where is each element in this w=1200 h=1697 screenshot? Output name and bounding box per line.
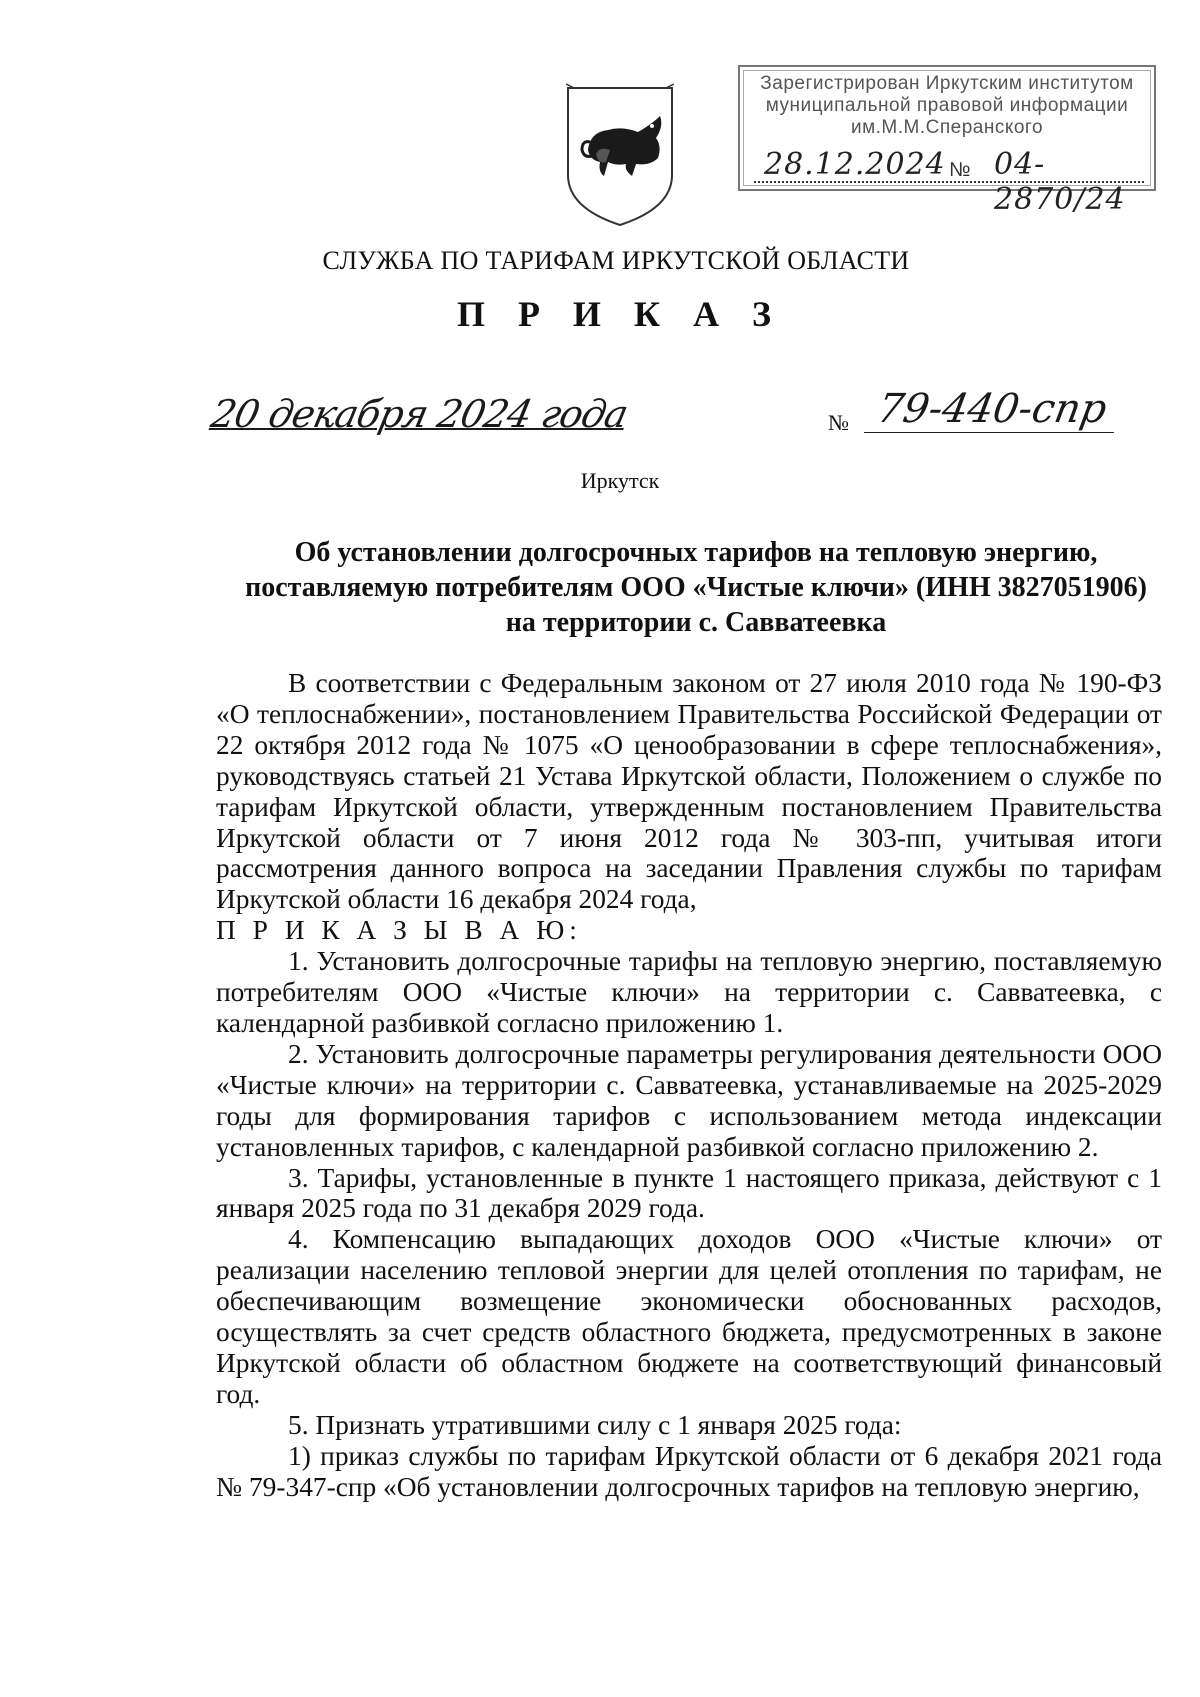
stamp-registration-row [754,145,1144,217]
item-2-paragraph: 2. Установить долгосрочные параметры регулирования деятельности ООО «Чистые ключи» на территории с. Савватеевка, устанавливаемые на 2025-2029 годы для формирования тарифов с использованием метода индексации установленных тарифов, с календарной разбивкой согласно приложению 2. [216,1038,1162,1162]
stamp-line-2: муниципальной правовой информации [765,95,1129,116]
order-word: П Р И К А З Ы В А Ю: [216,915,582,946]
document-body [216,668,1162,1502]
order-title: П Р И К А З [456,294,784,334]
item-5-1-paragraph: 1) приказ службы по тарифам Иркутской области от 6 декабря 2021 года № 79-347-спр «Об установлении долгосрочных тарифов на тепловую энергию, [216,1440,1162,1502]
stamp-registration-date: 28.12.2024 [764,147,946,182]
title-line-1: Об установлении долгосрочных тарифов на тепловую энергию, [294,537,1098,568]
stamp-line-1: Зарегистрирован Иркутским институтом [760,73,1134,94]
item-1-paragraph: 1. Установить долгосрочные тарифы на тепловую энергию, поставляемую потребителям ООО «Чистые ключи» на территории с. Савватеевка, с календарной разбивкой согласно приложению 1. [216,946,1162,1038]
order-date-handwritten: 20 декабря 2024 года [207,392,632,436]
stamp-line-3: им.М.М.Сперанского [850,117,1044,138]
document-title [230,535,1162,640]
stamp-number-label: № [949,159,971,181]
title-line-3: на территории с. Савватеевка [505,607,887,638]
order-number-handwritten: 79-440-спр [864,386,1122,433]
item-4-paragraph: 4. Компенсацию выпадающих доходов ООО «Чистые ключи» от реализации населению тепловой энергии для целей отопления по тарифам, не обеспечивающим возмещение экономически обоснованных расходов, осуществлять за счет средств областного бюджета, предусмотренных в законе Иркутской области об областном бюджете на соответствующий финансовый год. [216,1224,1162,1409]
city: Иркутск [580,468,660,493]
irkutsk-coat-of-arms-icon [560,80,680,230]
item-3-paragraph: 3. Тарифы, установленные в пункте 1 настоящего приказа, действуют с 1 января 2025 года по 31 декабря 2029 года. [216,1162,1162,1224]
title-line-2: поставляемую потребителям ООО «Чистые ключи» (ИНН 3827051906) [245,572,1147,603]
preamble-paragraph: В соответствии с Федеральным законом от 27 июля 2010 года № 190-ФЗ «О теплоснабжении», постановлением Правительства Российской Федерации от 22 октября 2012 года № 1075 «О ценообразовании в сфере теплоснабжения», руководствуясь статьей 21 Устава Иркутской области, Положением о службе по тарифам Иркутской области, утвержденным постановлением Правительства Иркутской области от 7 июня 2012 года № 303-пп, учитывая итоги рассмотрения данного вопроса на заседании Правления службы по тарифам Иркутской области 16 декабря 2024 года, [216,668,1162,915]
order-number-label: № [828,410,849,435]
agency-name: СЛУЖБА ПО ТАРИФАМ ИРКУТСКОЙ ОБЛАСТИ [322,246,910,275]
registration-stamp [738,65,1156,217]
stamp-registration-number: 04-2870/24 [994,147,1126,217]
item-5-paragraph: 5. Признать утратившими силу с 1 января 2025 года: [288,1409,902,1440]
